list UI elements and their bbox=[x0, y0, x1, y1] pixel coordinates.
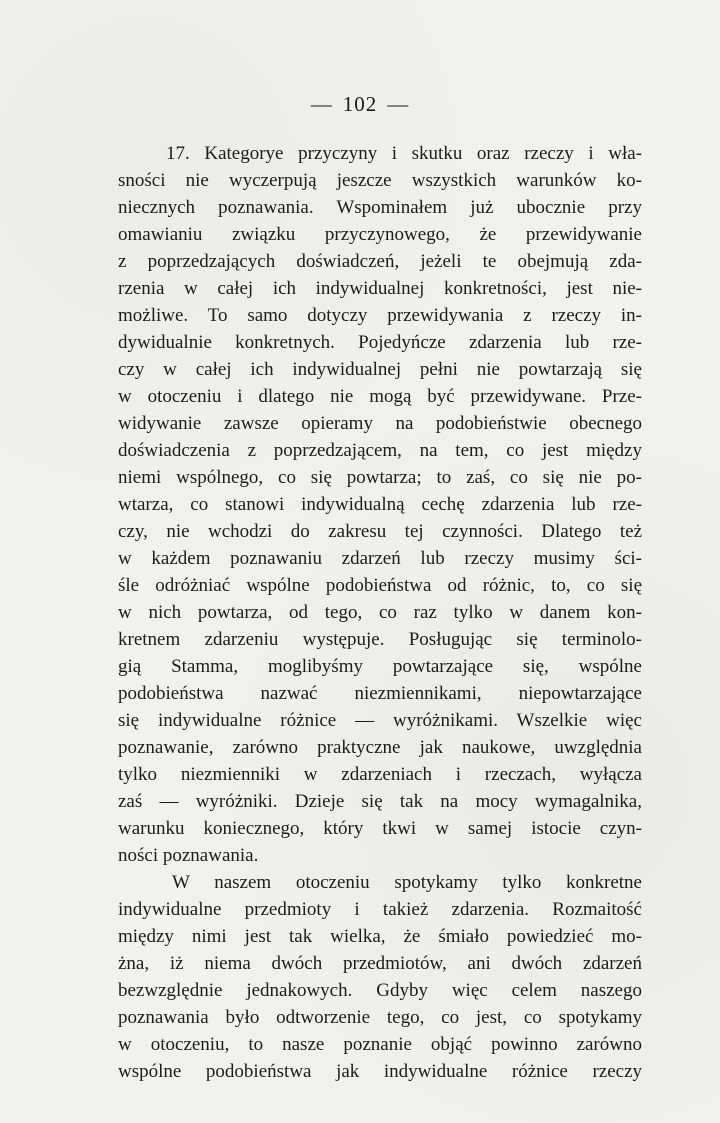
text-line: w każdem poznawaniu zdarzeń lub rzeczy musimy ści- bbox=[118, 548, 642, 569]
text-line: indywidualne przedmioty i takież zdarzenia. Rozmaitość bbox=[118, 899, 642, 920]
text-line: w otoczeniu i dlatego nie mogą być przewidywane. Prze- bbox=[118, 386, 642, 407]
text-line: dywidualnie konkretnych. Pojedyńcze zdarzenia lub rze- bbox=[118, 332, 642, 353]
text-line: żna, iż niema dwóch przedmiotów, ani dwóch zdarzeń bbox=[118, 953, 642, 974]
text-line: między nimi jest tak wielka, że śmiało powiedzieć mo- bbox=[118, 926, 642, 947]
body-text bbox=[118, 140, 642, 1085]
page-number-dash-left: — bbox=[310, 92, 333, 116]
text-line: zaś — wyróżniki. Dzieje się tak na mocy wymagalnika, bbox=[118, 791, 642, 812]
text-line: doświadczenia z poprzedzającem, na tem, co jest między bbox=[118, 440, 642, 461]
text-line: z poprzedzających doświadczeń, jeżeli te obejmują zda- bbox=[118, 251, 642, 272]
text-line: śle odróżniać wspólne podobieństwa od różnic, to, co się bbox=[118, 575, 642, 596]
text-line: omawianiu związku przyczynowego, że przewidywanie bbox=[118, 224, 642, 245]
text-line: wspólne podobieństwa jak indywidualne różnice rzeczy bbox=[118, 1061, 642, 1082]
text-line: rzenia w całej ich indywidualnej konkretności, jest nie- bbox=[118, 278, 642, 299]
text-line: czy, nie wchodzi do zakresu tej czynności. Dlatego też bbox=[118, 521, 642, 542]
text-line: poznawania było odtworzenie tego, co jest, co spotykamy bbox=[118, 1007, 642, 1028]
text-line: ności poznawania. bbox=[118, 845, 259, 866]
text-line: w nich powtarza, od tego, co raz tylko w danem kon- bbox=[118, 602, 642, 623]
page-number-header bbox=[0, 92, 720, 117]
text-line: się indywidualne różnice — wyróżnikami. Wszelkie więc bbox=[118, 710, 642, 731]
text-line: niemi wspólnego, co się powtarza; to zaś, co się nie po- bbox=[118, 467, 642, 488]
text-line: niecznych poznawania. Wspominałem już ubocznie przy bbox=[118, 197, 642, 218]
text-line: warunku koniecznego, który tkwi w samej istocie czyn- bbox=[118, 818, 642, 839]
text-line: widywanie zawsze opieramy na podobieństwie obecnego bbox=[118, 413, 642, 434]
text-line: w otoczeniu, to nasze poznanie objąć powinno zarówno bbox=[118, 1034, 642, 1055]
text-line: kretnem zdarzeniu występuje. Posługując się terminolo- bbox=[118, 629, 642, 650]
page-number: 102 bbox=[342, 92, 378, 116]
text-line: gią Stamma, moglibyśmy powtarzające się, wspólne bbox=[118, 656, 642, 677]
text-line: W naszem otoczeniu spotykamy tylko konkretne bbox=[172, 872, 642, 893]
page-number-dash-right: — bbox=[387, 92, 410, 116]
text-line: możliwe. To samo dotyczy przewidywania z rzeczy in- bbox=[118, 305, 642, 326]
text-line: czy w całej ich indywidualnej pełni nie powtarzają się bbox=[118, 359, 642, 380]
text-line: 17. Kategorye przyczyny i skutku oraz rzeczy i wła- bbox=[166, 143, 642, 164]
text-line: podobieństwa nazwać niezmiennikami, niepowtarzające bbox=[118, 683, 642, 704]
text-line: tylko niezmienniki w zdarzeniach i rzeczach, wyłącza bbox=[118, 764, 642, 785]
text-line: poznawanie, zarówno praktyczne jak naukowe, uwzględnia bbox=[118, 737, 642, 758]
text-line: wtarza, co stanowi indywidualną cechę zdarzenia lub rze- bbox=[118, 494, 642, 515]
text-line: sności nie wyczerpują jeszcze wszystkich warunków ko- bbox=[118, 170, 642, 191]
text-line: bezwzględnie jednakowych. Gdyby więc celem naszego bbox=[118, 980, 642, 1001]
